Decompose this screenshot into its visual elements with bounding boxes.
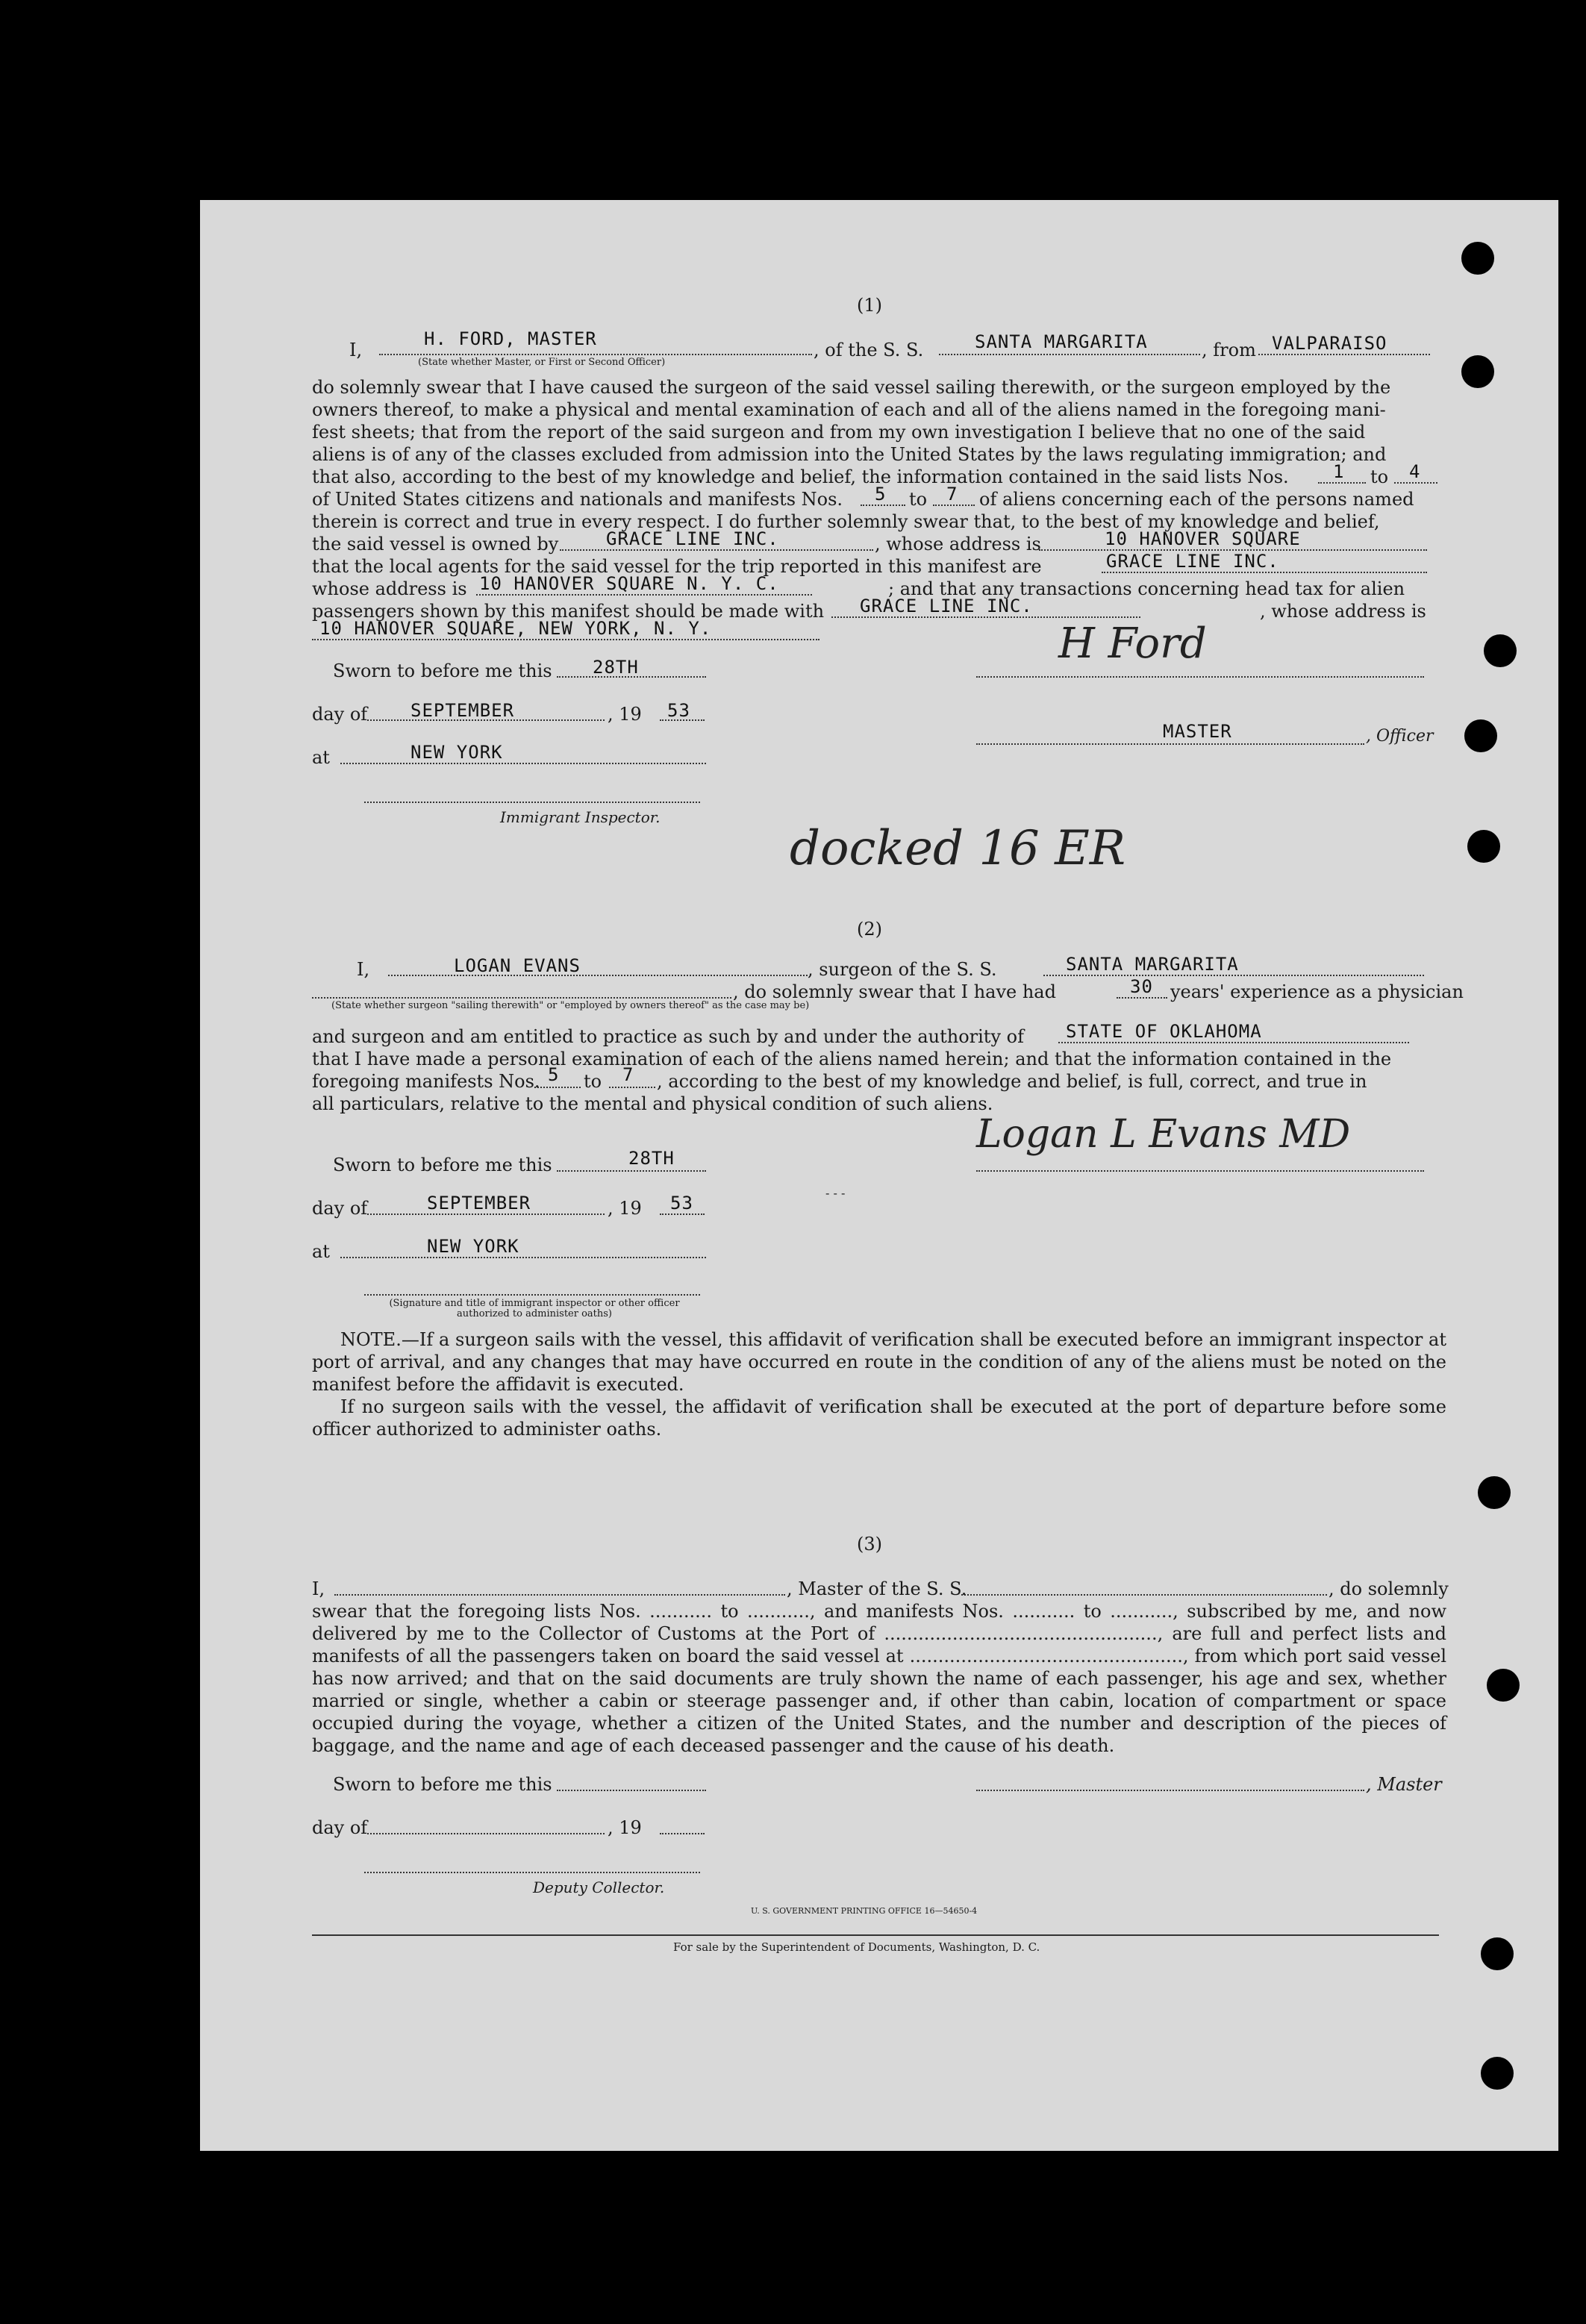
body-line: , according to the best of my knowledge and belief, is full, correct, and true in xyxy=(657,1071,1367,1092)
authority-label: and surgeon and am entitled to practice as such by and under the authority of xyxy=(312,1026,1024,1047)
to-label: to xyxy=(584,1071,602,1092)
manifests-to: 7 xyxy=(946,484,958,505)
whose-address-label: whose address is xyxy=(312,578,467,599)
of-ss-label: , of the S. S. xyxy=(814,340,924,360)
section-2-number: (2) xyxy=(857,919,882,940)
punch-hole xyxy=(1461,242,1494,275)
solemnly-label: , do solemnly xyxy=(1329,1578,1449,1599)
state-note: (State whether Master, or First or Second Officer) xyxy=(418,357,666,368)
place: NEW YORK xyxy=(427,1236,519,1257)
month: SEPTEMBER xyxy=(410,700,515,721)
section-3-number: (3) xyxy=(857,1534,882,1555)
master-label: , Master xyxy=(1366,1774,1442,1795)
body-line: do solemnly swear that I have caused the surgeon of the said vessel sailing therewith, or the surgeon employed by the xyxy=(312,377,1391,398)
manifests-from: 5 xyxy=(548,1064,560,1085)
sworn-day: 28TH xyxy=(628,1148,675,1169)
punch-hole xyxy=(1484,634,1517,667)
swear-text: , do solemnly swear that I have had xyxy=(733,981,1056,1002)
place: NEW YORK xyxy=(410,742,503,763)
punch-hole xyxy=(1478,1476,1511,1509)
owner-address: 10 HANOVER SQUARE xyxy=(1105,528,1301,549)
lists-from: 1 xyxy=(1333,461,1345,482)
head-tax-party: GRACE LINE INC. xyxy=(860,596,1033,616)
surgeon-signature: Logan L Evans MD xyxy=(976,1112,1351,1157)
ship-name: SANTA MARGARITA xyxy=(975,331,1148,352)
to-label: to xyxy=(1370,466,1389,487)
at-label: at xyxy=(312,747,330,768)
punch-hole xyxy=(1481,2057,1514,2090)
to-label: to xyxy=(909,489,928,510)
year-suffix: 53 xyxy=(667,700,690,721)
sworn-label: Sworn to before me this xyxy=(333,1774,552,1795)
section-1-number: (1) xyxy=(857,295,882,316)
note-paragraph-1: NOTE.—If a surgeon sails with the vessel, this affidavit of verification shall be executed before an immigrant inspector at port of arrival, and any changes that may have occurred en route in the condition of any of the aliens must be noted on the manifest before the affidavit is executed. xyxy=(312,1329,1446,1395)
day-of-label: day of xyxy=(312,1198,368,1219)
surgeon-name: LOGAN EVANS xyxy=(454,955,581,976)
signature-note: (Signature and title of immigrant inspector or other officer authorized to administer oaths) xyxy=(389,1298,680,1319)
state-note: (State whether surgeon "sailing therewith" or "employed by owners thereof" as the case may be) xyxy=(331,1000,810,1011)
day-of-label: day of xyxy=(312,704,368,725)
punch-hole xyxy=(1467,830,1500,863)
owned-by-label: the said vessel is owned by xyxy=(312,534,559,555)
agents-address: 10 HANOVER SQUARE N. Y. C. xyxy=(479,573,779,594)
master-name: H. FORD, MASTER xyxy=(424,328,597,349)
year-prefix: , 19 xyxy=(608,704,642,725)
body-line: fest sheets; that from the report of the said surgeon and from my own investigation I believe that no one of the said xyxy=(312,422,1366,443)
lists-to: 4 xyxy=(1409,461,1421,482)
whose-address-label: , whose address is xyxy=(875,534,1041,555)
master-signature: H Ford xyxy=(1058,619,1207,668)
sworn-label: Sworn to before me this xyxy=(333,660,552,681)
ship-name: SANTA MARGARITA xyxy=(1066,954,1239,975)
from-label: , from xyxy=(1202,340,1256,360)
section-3-text: swear that the foregoing lists Nos. ........... to ..........., and manifests Nos. ........... to ..........., subscribed by me, and now delivered by me to the Collector of Customs at the Port of ................................................, are full and perfect lists and manifests of all the passengers taken on board the said vessel at ................................................, from which port said vessel has now arrived; and that on the said documents are truly shown the name of each passenger, his age and sex, whether married or single, whether a cabin or steerage passenger and, if other than cabin, location of compartment or space occupied during the voyage, whether a citizen of the United States, and the number and description of the pieces of baggage, and the name and age of each deceased passenger and the cause of his death. xyxy=(312,1601,1446,1756)
handwritten-note: docked 16 ER xyxy=(790,821,1126,876)
i-label: I, xyxy=(312,1578,325,1599)
body-line: that also, according to the best of my knowledge and belief, the information contained in the said lists Nos. xyxy=(312,466,1289,487)
agents: GRACE LINE INC. xyxy=(1106,551,1279,572)
i-label: I, xyxy=(357,959,370,980)
body-line: owners thereof, to make a physical and mental examination of each and all of the aliens named in the foregoing mani- xyxy=(312,399,1386,420)
whose-address-label: , whose address is xyxy=(1260,601,1426,622)
dash-mark: - - - xyxy=(825,1186,846,1200)
punch-hole xyxy=(1481,1937,1514,1970)
officer-label: , Officer xyxy=(1366,727,1434,746)
year-suffix: 53 xyxy=(670,1193,693,1213)
body-line: aliens is of any of the classes excluded from admission into the United States by the laws regulating immigration; and xyxy=(312,444,1387,465)
body-line: all particulars, relative to the mental and physical condition of such aliens. xyxy=(312,1093,993,1114)
i-label: I, xyxy=(349,340,363,360)
authority: STATE OF OKLAHOMA xyxy=(1066,1021,1262,1042)
head-tax-address: 10 HANOVER SQUARE, NEW YORK, N. Y. xyxy=(319,618,712,639)
at-label: at xyxy=(312,1241,330,1262)
owner: GRACE LINE INC. xyxy=(606,528,779,549)
day-of-label: day of xyxy=(312,1817,368,1838)
body-line: of United States citizens and nationals and manifests Nos. xyxy=(312,489,843,510)
manifests-from: 5 xyxy=(875,484,887,505)
head-tax-text: ; and that any transactions concerning head tax for alien xyxy=(888,578,1405,599)
punch-hole xyxy=(1464,719,1497,752)
master-of-label: , Master of the S. S. xyxy=(787,1578,967,1599)
punch-hole xyxy=(1461,355,1494,388)
manifests-to: 7 xyxy=(622,1064,634,1085)
body-line: therein is correct and true in every respect. I do further solemnly swear that, to the best of my knowledge and belief, xyxy=(312,511,1380,532)
month: SEPTEMBER xyxy=(427,1193,531,1213)
body-line: that I have made a personal examination of each of the aliens named herein; and that the information contained in the xyxy=(312,1049,1392,1069)
year-prefix: , 19 xyxy=(608,1198,642,1219)
surgeon-of-label: , surgeon of the S. S. xyxy=(808,959,997,980)
years-text: years' experience as a physician xyxy=(1170,981,1464,1002)
officer-title: MASTER xyxy=(1163,721,1232,742)
sale-line: For sale by the Superintendent of Documents, Washington, D. C. xyxy=(673,1940,1040,1954)
document-sheet xyxy=(200,200,1558,2151)
years: 30 xyxy=(1130,976,1153,997)
gpo-line: U. S. GOVERNMENT PRINTING OFFICE 16—54650-4 xyxy=(751,1906,978,1916)
collector-label: Deputy Collector. xyxy=(533,1878,665,1896)
note-paragraph-2: If no surgeon sails with the vessel, the affidavit of verification shall be executed at the port of departure before some officer authorized to administer oaths. xyxy=(312,1396,1446,1440)
agents-label: that the local agents for the said vessel for the trip reported in this manifest are xyxy=(312,556,1042,577)
from-port: VALPARAISO xyxy=(1272,333,1387,354)
punch-hole xyxy=(1487,1669,1520,1702)
sworn-day: 28TH xyxy=(593,657,639,678)
body-line: of aliens concerning each of the persons named xyxy=(979,489,1414,510)
sworn-label: Sworn to before me this xyxy=(333,1155,552,1175)
manifests-label: foregoing manifests Nos. xyxy=(312,1071,540,1092)
passengers-label: passengers shown by this manifest should be made with xyxy=(312,601,825,622)
inspector-label: Immigrant Inspector. xyxy=(500,808,661,826)
year-prefix: , 19 xyxy=(608,1817,642,1838)
